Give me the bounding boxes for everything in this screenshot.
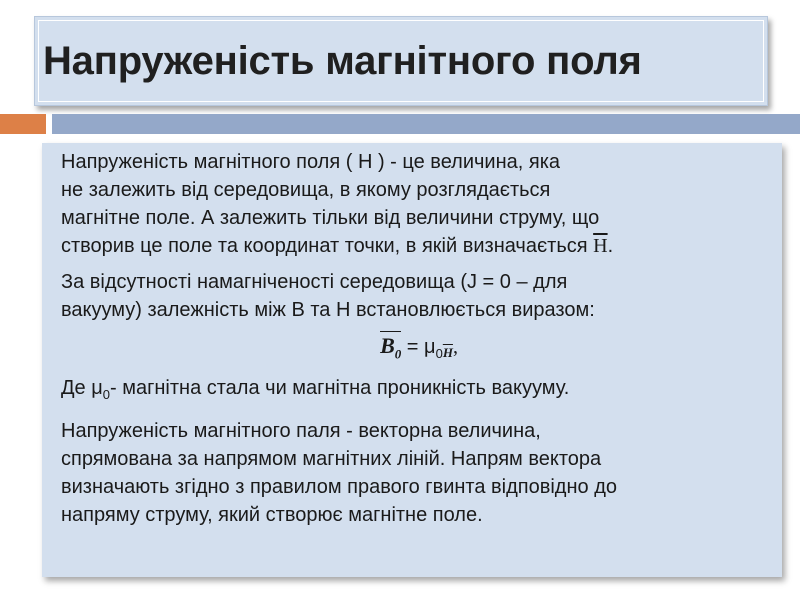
definition-line-3: магнітне поле. А залежить тільки від величини струму, що	[61, 207, 600, 229]
definition-line-4: створив це поле та координат точки, в якій визначається	[61, 235, 594, 257]
paragraph-mu0	[61, 374, 777, 409]
formula-b: B	[380, 333, 395, 358]
title-box	[34, 16, 768, 106]
definition-line-4-end: .	[607, 235, 614, 257]
vector-line-1: Напруженість магнітного паля - векторна величина,	[61, 420, 541, 443]
paragraph-vector	[61, 417, 777, 529]
formula	[61, 332, 777, 368]
definition-line-2: не залежить від середовища, в якому розглядається	[61, 179, 551, 201]
vector-line-4: напряму струму, який створює магнітне поле.	[61, 504, 483, 527]
formula-b-sub: 0	[394, 346, 402, 362]
vacuum-line-1: За відсутності намагніченості середовища (J = 0 – для	[61, 271, 568, 293]
formula-tail: ,	[452, 336, 458, 358]
vector-line-2: спрямована за напрямом магнітних ліній. Напрям вектора	[61, 448, 602, 471]
accent-bar-orange	[0, 114, 46, 134]
vector-line-3: визначають згідно з правилом правого гвинта відповідно до	[61, 476, 617, 499]
vacuum-line-2: вакууму) залежність між B та H встановлюється виразом:	[61, 299, 595, 321]
formula-mu-sub: 0	[435, 346, 443, 361]
h-vector-symbol: $\overline{H}$	[593, 235, 608, 257]
mu0-sub: 0	[102, 387, 110, 403]
mu0-prefix: Де μ	[61, 377, 103, 400]
mu0-rest: - магнітна стала чи магнітна проникність вакууму.	[109, 377, 570, 400]
content-text	[61, 148, 777, 537]
paragraph-definition	[61, 148, 777, 260]
paragraph-vacuum	[61, 268, 777, 324]
slide-title: Напруженість магнітного поля	[43, 39, 642, 83]
formula-b0	[380, 331, 402, 362]
formula-equals-mu: = μ	[401, 336, 436, 358]
formula-h: H	[442, 345, 453, 360]
accent-bar-blue	[52, 114, 800, 134]
definition-line-1: Напруженість магнітного поля ( H ) - це величина, яка	[61, 151, 561, 173]
